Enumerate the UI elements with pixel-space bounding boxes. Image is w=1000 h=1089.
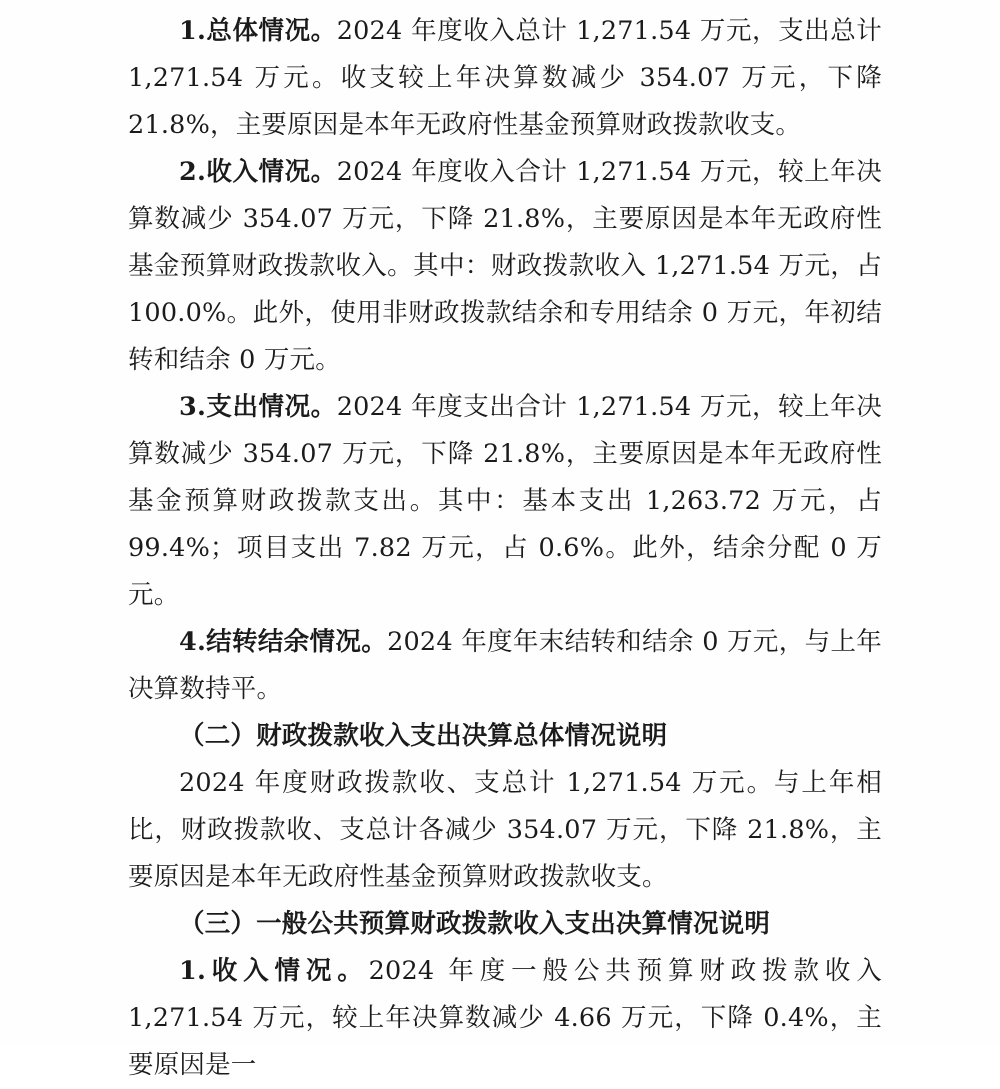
paragraph-text: 2024 年度一般公共预算财政拨款收入 1,271.54 万元，较上年决算数减少 4.66 万元，下降 0.4%，主要原因是一: [128, 956, 882, 1080]
heading-section-three: （三）一般公共预算财政拨款收入支出决算情况说明: [179, 909, 771, 939]
paragraph-general-budget-income: [128, 948, 882, 1089]
paragraph-lead: 4.结转结余情况。: [179, 627, 388, 657]
heading-section-two: （二）财政拨款收入支出决算总体情况说明: [179, 721, 668, 751]
paragraph-text: 2024 年度财政拨款收、支总计 1,271.54 万元。与上年相比，财政拨款收、支总计各减少 354.07 万元，下降 21.8%，主要原因是本年无政府性基金预算财政拨款收支。: [128, 768, 882, 892]
paragraph-lead: 1.总体情况。: [179, 16, 337, 46]
paragraph-lead: 2.收入情况。: [179, 157, 337, 187]
paragraph-income-situation: [128, 149, 882, 384]
paragraph-expenditure-situation: [128, 384, 882, 619]
paragraph-overall-situation: [128, 8, 882, 149]
paragraph-fiscal-appropriation-total: [128, 760, 882, 901]
paragraph-text: 2024 年度支出合计 1,271.54 万元，较上年决算数减少 354.07 万元，下降 21.8%，主要原因是本年无政府性基金预算财政拨款支出。其中：基本支出 1,263.72 万元，占 99.4%；项目支出 7.82 万元，占 0.6%。此外，结余分配 0 万元。: [128, 392, 882, 610]
paragraph-lead: 3.支出情况。: [179, 392, 337, 422]
paragraph-text: 2024 年度年末结转和结余 0 万元，与上年决算数持平。: [128, 627, 883, 704]
paragraph-text: 2024 年度收入总计 1,271.54 万元，支出总计 1,271.54 万元。收支较上年决算数减少 354.07 万元，下降21.8%，主要原因是本年无政府性基金预算财政拨款收支。: [128, 16, 882, 140]
paragraph-carryover-situation: [128, 619, 882, 713]
paragraph-lead: 1.收入情况。: [179, 956, 369, 986]
paragraph-text: 2024 年度收入合计 1,271.54 万元，较上年决算数减少 354.07 万元，下降 21.8%，主要原因是本年无政府性基金预算财政拨款收入。其中：财政拨款收入 1,271.54 万元，占 100.0%。此外，使用非财政拨款结余和专用结余 0 万元，年初结转和结余 0 万元。: [128, 157, 882, 375]
